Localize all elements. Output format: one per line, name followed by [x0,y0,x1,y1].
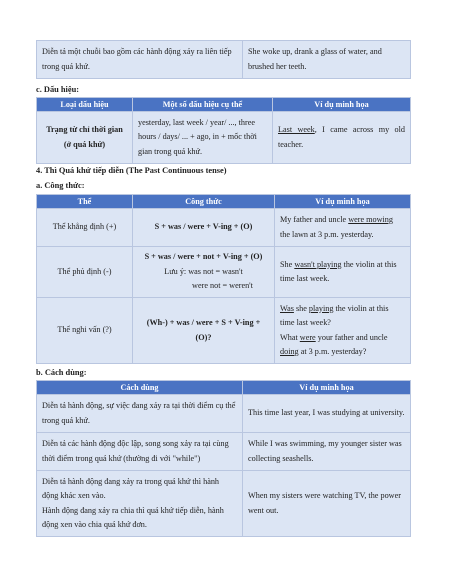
table-header-row [37,381,411,395]
example-cell [275,298,411,364]
usage-cell [37,471,243,537]
example-cell [273,112,411,164]
example-text: What [280,332,300,342]
underlined-phrase: doing [280,347,299,356]
usage-table-continued [36,40,411,79]
formula-table [36,194,411,364]
table-row [37,471,411,537]
form-label-cell: Thể nghi vấn (?) [37,298,133,364]
column-header: Cách dùng [37,381,243,395]
column-header: Ví dụ minh họa [273,98,411,112]
underlined-phrase: were mowing [348,215,393,224]
usage-cell: Diễn tả các hành động độc lập, song song xảy ra tại cùng thời điểm trong quá khứ (thường đi với "while") [37,433,243,471]
table-row [37,209,411,247]
example-cell: When my sisters were watching TV, the power went out. [243,471,411,537]
underlined-phrase: Last week [278,125,315,134]
usage-cell: Diễn tả một chuỗi bao gồm các hành động xảy ra liên tiếp trong quá khứ. [37,41,243,79]
column-header: Ví dụ minh họa [275,195,411,209]
form-label-cell: Thể phủ định (-) [37,247,133,298]
formula-text: S + was / were + not + V-ing + (O) [144,252,263,262]
table-row [37,247,411,298]
column-header: Một số dấu hiệu cụ thể [133,98,273,112]
usage-text: Diễn tả hành động đang xảy ra trong quá khứ thì hành động khác xen vào. [42,476,220,500]
example-line [280,302,405,331]
usage-table [36,380,411,537]
example-cell [275,247,411,298]
example-text: the lawn at 3 p.m. yesterday. [280,229,374,239]
formula-cell: (Wh-) + was / were + S + V-ing + (O)? [133,298,275,364]
heading-signs: c. Dấu hiệu: [36,85,80,94]
table-header-row [37,98,411,112]
example-text: your father and uncle [315,332,388,342]
underlined-phrase: were [299,332,316,342]
table-header-row [37,195,411,209]
usage-text: Hành động đang xảy ra chia thì quá khứ tiếp diễn, hành động xen vào chia quá khứ đơn. [42,505,224,529]
section-title-past-continuous: 4. Thì Quá khứ tiếp diễn (The Past Continuous tense) [36,166,227,175]
example-text: at 3 p.m. yesterday? [298,347,367,356]
example-cell: While I was swimming, my younger sister was collecting seashells. [243,433,411,471]
signs-table [36,97,411,164]
example-text: , I came across my old teacher. [278,125,406,149]
note-text: Lưu ý: was not = wasn't [164,266,243,276]
example-cell [275,209,411,247]
note-text: were not = weren't [192,281,253,291]
formula-cell: S + was / were + V-ing + (O) [133,209,275,247]
table-row [37,395,411,433]
example-text: the violin at this time last week? [280,303,389,327]
sign-type-cell: Trạng từ chỉ thời gian (ở quá khứ) [37,112,133,164]
example-line [280,331,405,360]
heading-formula: a. Công thức: [36,181,85,190]
signs-cell: yesterday, last week / year/ ..., three hours / days/ ... + ago, in + mốc thời gian trong quá khứ. [133,112,273,164]
example-text: My father and uncle [280,215,349,224]
table-row [37,112,411,164]
table-row [37,41,411,79]
example-text: She [280,259,295,269]
example-text: she [293,303,309,313]
example-cell: She woke up, drank a glass of water, and brushed her teeth. [243,41,411,79]
underlined-phrase: playing [308,303,334,313]
example-text: the violin at this time last week. [280,259,397,283]
column-header: Ví dụ minh họa [243,381,411,395]
column-header: Thể [37,195,133,209]
example-cell: This time last year, I was studying at university. [243,395,411,433]
usage-cell: Diễn tả hành động, sự việc đang xảy ra tại thời điểm cụ thể trong quá khứ. [37,395,243,433]
underlined-phrase: Was [280,303,294,313]
table-row [37,433,411,471]
column-header: Loại dấu hiệu [37,98,133,112]
heading-usage: b. Cách dùng: [36,368,87,377]
form-label-cell: Thể khẳng định (+) [37,209,133,247]
underlined-phrase: wasn't playing [294,259,342,269]
table-row [37,298,411,364]
column-header: Công thức [133,195,275,209]
formula-cell [133,247,275,298]
